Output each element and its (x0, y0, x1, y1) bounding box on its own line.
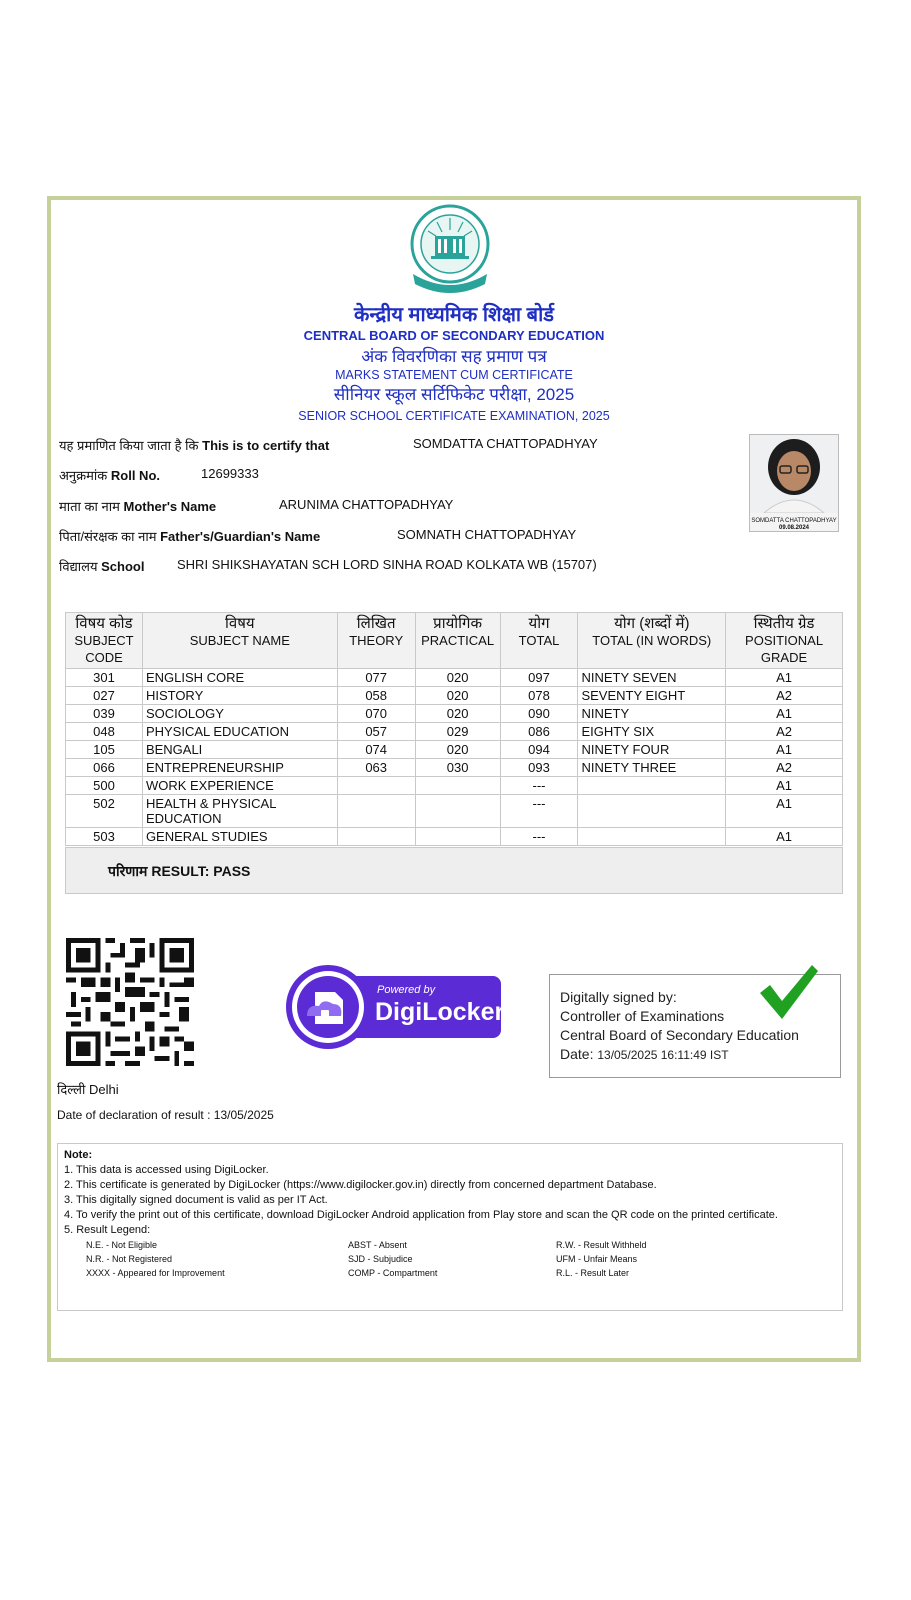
positional-grade: A1 (726, 669, 843, 687)
subject-code: 066 (66, 759, 143, 777)
theory-marks: 063 (337, 759, 415, 777)
table-row (66, 759, 843, 777)
subject-code: 502 (66, 795, 143, 828)
theory-marks: 057 (337, 723, 415, 741)
practical-marks (415, 777, 500, 795)
digital-signature-box (549, 974, 841, 1078)
positional-grade: A1 (726, 777, 843, 795)
legend-item: XXXX - Appeared for Improvement (86, 1268, 225, 1278)
positional-grade: A2 (726, 687, 843, 705)
table-row (66, 723, 843, 741)
subject-name: ENTREPRENEURSHIP (142, 759, 337, 777)
total-in-words: SEVENTY EIGHT (578, 687, 726, 705)
subject-name: GENERAL STUDIES (142, 828, 337, 846)
practical-marks (415, 795, 500, 828)
total-marks: --- (500, 777, 578, 795)
legend-item: ABST - Absent (348, 1240, 407, 1250)
subject-name: PHYSICAL EDUCATION (142, 723, 337, 741)
positional-grade: A2 (726, 759, 843, 777)
digilocker-badge[interactable] (285, 964, 503, 1050)
cbse-logo (405, 204, 495, 302)
positional-grade: A1 (726, 705, 843, 723)
positional-grade: A1 (726, 828, 843, 846)
practical-marks: 020 (415, 741, 500, 759)
header-total: योग TOTAL (500, 613, 578, 669)
subject-code: 048 (66, 723, 143, 741)
legend-item: R.L. - Result Later (556, 1268, 630, 1278)
practical-marks: 029 (415, 723, 500, 741)
total-in-words (578, 777, 726, 795)
result-box (65, 847, 843, 894)
subject-code: 301 (66, 669, 143, 687)
signature-date: Date: 13/05/2025 16:11:49 IST (560, 1046, 729, 1062)
signed-by-label: Digitally signed by: (560, 989, 677, 1005)
legend-item: N.E. - Not Eligible (86, 1240, 158, 1250)
place: दिल्ली Delhi (57, 1082, 119, 1097)
document-title-hindi: अंक विवरणिका सह प्रमाण पत्र (361, 347, 547, 366)
theory-marks: 074 (337, 741, 415, 759)
subject-name: SOCIOLOGY (142, 705, 337, 723)
marks-table (65, 612, 843, 846)
subject-code: 039 (66, 705, 143, 723)
total-in-words: NINETY (578, 705, 726, 723)
note-item: 4. To verify the print out of this certificate, download DigiLocker Android application from Play store and scan the QR code on the printed certificate. (64, 1209, 778, 1221)
subject-code: 503 (66, 828, 143, 846)
result-legend (64, 1238, 836, 1280)
total-in-words: NINETY FOUR (578, 741, 726, 759)
theory-marks (337, 828, 415, 846)
certify-label: यह प्रमाणित किया जाता है कि This is to certify that (59, 438, 330, 453)
subject-name: HEALTH & PHYSICAL EDUCATION (142, 795, 337, 828)
document-title-english: MARKS STATEMENT CUM CERTIFICATE (335, 368, 573, 382)
total-in-words: EIGHTY SIX (578, 723, 726, 741)
total-marks: 097 (500, 669, 578, 687)
roll-label: अनुक्रमांक Roll No. (59, 468, 160, 483)
subject-name: WORK EXPERIENCE (142, 777, 337, 795)
total-in-words: NINETY THREE (578, 759, 726, 777)
header-theory: लिखित THEORY (337, 613, 415, 669)
photo-caption-name: SOMDATTA CHATTOPADHYAY (751, 518, 837, 524)
board-name-hindi: केन्द्रीय माध्यमिक शिक्षा बोर्ड (354, 304, 554, 326)
legend-item: COMP - Compartment (348, 1268, 438, 1278)
total-marks: 090 (500, 705, 578, 723)
digilocker-brand-text: DigiLocker (375, 998, 505, 1026)
legend-item: SJD - Subjudice (348, 1254, 413, 1264)
note-box (57, 1143, 843, 1311)
positional-grade: A2 (726, 723, 843, 741)
candidate-name: SOMDATTA CHATTOPADHYAY (413, 436, 598, 451)
table-row (66, 669, 843, 687)
total-marks: 094 (500, 741, 578, 759)
positional-grade: A1 (726, 741, 843, 759)
father-name: SOMNATH CHATTOPADHYAY (397, 527, 577, 542)
table-row (66, 777, 843, 795)
table-header-row (66, 613, 843, 669)
table-row (66, 705, 843, 723)
result-line: परिणाम RESULT: PASS (108, 863, 251, 879)
subject-code: 105 (66, 741, 143, 759)
photo-caption-date: 09.08.2024 (778, 525, 810, 531)
header-positional-grade: स्थितीय ग्रेड POSITIONAL GRADE (726, 613, 843, 669)
total-marks: 086 (500, 723, 578, 741)
signer-organization: Central Board of Secondary Education (560, 1027, 799, 1043)
portrait-image (750, 435, 838, 513)
table-row (66, 741, 843, 759)
qr-code-icon[interactable] (65, 938, 195, 1066)
theory-marks (337, 777, 415, 795)
legend-item: UFM - Unfair Means (556, 1254, 638, 1264)
note-item: 2. This certificate is generated by DigiLocker (https://www.digilocker.gov.in) directly from concerned department Database. (64, 1179, 657, 1191)
header-practical: प्रायोगिक PRACTICAL (415, 613, 500, 669)
checkmark-icon (756, 963, 820, 1023)
subject-name: HISTORY (142, 687, 337, 705)
school-name: SHRI SHIKSHAYATAN SCH LORD SINHA ROAD KOLKATA WB (15707) (177, 557, 597, 572)
total-marks: --- (500, 828, 578, 846)
subject-code: 027 (66, 687, 143, 705)
father-label: पिता/संरक्षक का नाम Father's/Guardian's Name (59, 529, 321, 544)
school-label: विद्यालय School (59, 559, 145, 574)
header-total-words: योग (शब्दों में) TOTAL (IN WORDS) (578, 613, 726, 669)
subject-name: ENGLISH CORE (142, 669, 337, 687)
practical-marks: 020 (415, 705, 500, 723)
exam-name-english: SENIOR SCHOOL CERTIFICATE EXAMINATION, 2025 (298, 409, 610, 423)
result-value: PASS (213, 863, 251, 879)
candidate-photo (749, 434, 839, 532)
table-row (66, 795, 843, 828)
note-item: 5. Result Legend: (64, 1224, 151, 1236)
signer-title: Controller of Examinations (560, 1008, 725, 1024)
certificate-frame (47, 196, 861, 1362)
declaration-date: Date of declaration of result : 13/05/2025 (57, 1108, 274, 1122)
exam-name-hindi: सीनियर स्कूल सर्टिफिकेट परीक्षा, 2025 (333, 385, 575, 404)
note-title: Note: (64, 1149, 93, 1161)
note-item: 3. This digitally signed document is valid as per IT Act. (64, 1194, 328, 1206)
header-subject-name: विषय SUBJECT NAME (142, 613, 337, 669)
note-item: 1. This data is accessed using DigiLocker. (64, 1164, 269, 1176)
practical-marks: 020 (415, 687, 500, 705)
positional-grade: A1 (726, 795, 843, 828)
mother-name: ARUNIMA CHATTOPADHYAY (279, 497, 454, 512)
legend-item: R.W. - Result Withheld (556, 1240, 647, 1250)
table-row (66, 687, 843, 705)
roll-number: 12699333 (201, 466, 259, 481)
legend-item: N.R. - Not Registered (86, 1254, 173, 1264)
total-in-words (578, 828, 726, 846)
practical-marks: 030 (415, 759, 500, 777)
subject-name: BENGALI (142, 741, 337, 759)
theory-marks: 077 (337, 669, 415, 687)
header-subject-code: विषय कोड SUBJECT CODE (66, 613, 143, 669)
total-marks: 078 (500, 687, 578, 705)
theory-marks: 070 (337, 705, 415, 723)
practical-marks: 020 (415, 669, 500, 687)
total-marks: --- (500, 795, 578, 828)
powered-by-text: Powered by (377, 984, 436, 996)
board-name-english: CENTRAL BOARD OF SECONDARY EDUCATION (303, 328, 605, 343)
subject-code: 500 (66, 777, 143, 795)
total-in-words: NINETY SEVEN (578, 669, 726, 687)
table-row (66, 828, 843, 846)
theory-marks (337, 795, 415, 828)
practical-marks (415, 828, 500, 846)
mother-label: माता का नाम Mother's Name (59, 499, 217, 514)
total-in-words (578, 795, 726, 828)
total-marks: 093 (500, 759, 578, 777)
theory-marks: 058 (337, 687, 415, 705)
